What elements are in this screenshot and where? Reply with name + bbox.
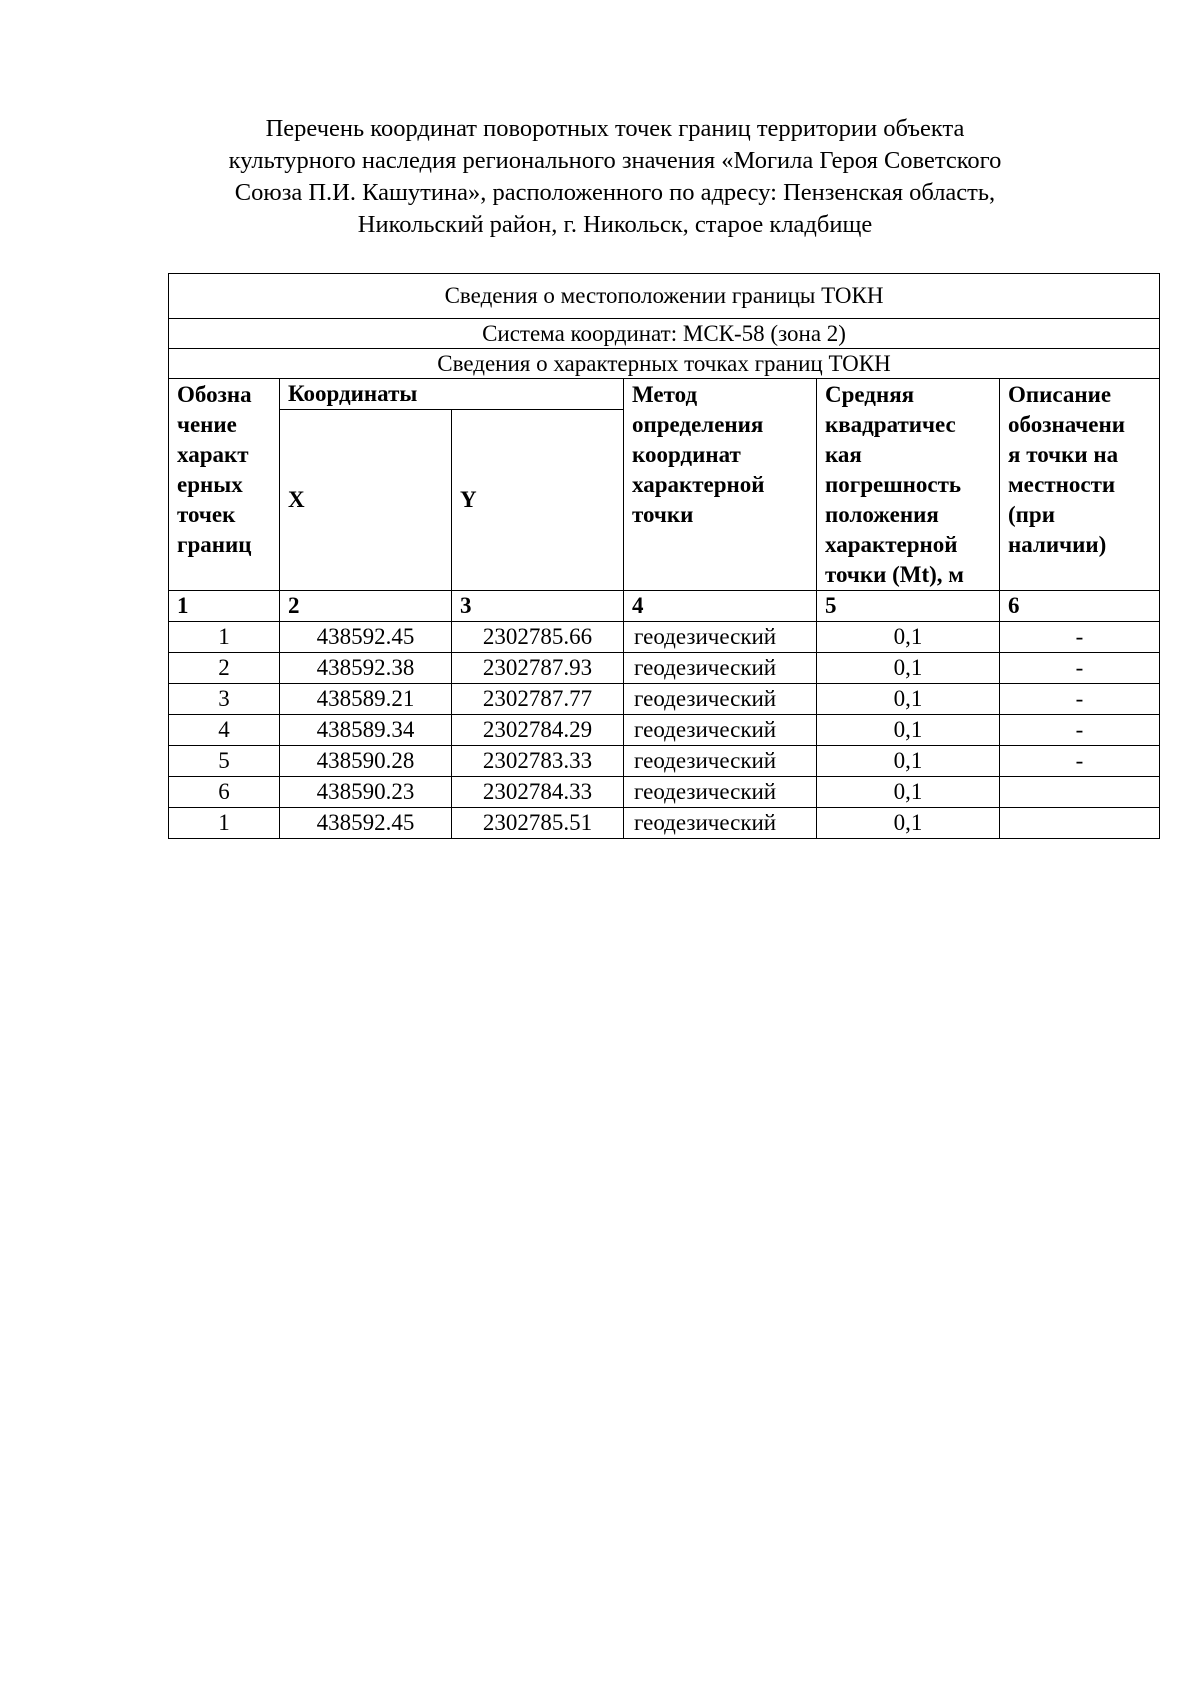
header-coordinates: Координаты xyxy=(280,379,624,410)
table-row xyxy=(169,622,1160,653)
header-x: X xyxy=(280,410,452,591)
description-cell: - xyxy=(1000,653,1160,684)
table-row xyxy=(169,746,1160,777)
document-title xyxy=(150,113,1080,241)
title-line: Перечень координат поворотных точек границ территории объекта xyxy=(265,115,965,142)
y-coordinate: 2302787.77 xyxy=(452,684,624,715)
table-row xyxy=(169,653,1160,684)
point-number: 6 xyxy=(169,777,280,808)
point-number: 5 xyxy=(169,746,280,777)
x-coordinate: 438589.34 xyxy=(280,715,452,746)
method-cell: геодезический xyxy=(624,622,817,653)
x-coordinate: 438592.45 xyxy=(280,622,452,653)
method-cell: геодезический xyxy=(624,684,817,715)
x-coordinate: 438589.21 xyxy=(280,684,452,715)
error-cell: 0,1 xyxy=(817,777,1000,808)
point-number: 4 xyxy=(169,715,280,746)
y-coordinate: 2302784.29 xyxy=(452,715,624,746)
method-cell: геодезический xyxy=(624,808,817,839)
location-caption: Сведения о местоположении границы ТОКН xyxy=(169,274,1160,319)
error-cell: 0,1 xyxy=(817,808,1000,839)
error-cell: 0,1 xyxy=(817,746,1000,777)
column-number: 6 xyxy=(1000,591,1160,622)
x-coordinate: 438592.38 xyxy=(280,653,452,684)
x-coordinate: 438590.23 xyxy=(280,777,452,808)
column-number: 4 xyxy=(624,591,817,622)
column-number: 1 xyxy=(169,591,280,622)
table-row xyxy=(169,808,1160,839)
header-y: Y xyxy=(452,410,624,591)
y-coordinate: 2302783.33 xyxy=(452,746,624,777)
point-number: 1 xyxy=(169,622,280,653)
description-cell xyxy=(1000,808,1160,839)
column-number: 2 xyxy=(280,591,452,622)
point-number: 2 xyxy=(169,653,280,684)
description-cell: - xyxy=(1000,746,1160,777)
header-error: Средняя квадратичес кая погрешность положения характерной точки (Mt), м xyxy=(817,379,1000,591)
x-coordinate: 438592.45 xyxy=(280,808,452,839)
error-cell: 0,1 xyxy=(817,622,1000,653)
column-number: 5 xyxy=(817,591,1000,622)
description-cell: - xyxy=(1000,715,1160,746)
method-cell: геодезический xyxy=(624,777,817,808)
description-cell xyxy=(1000,777,1160,808)
points-caption: Сведения о характерных точках границ ТОКН xyxy=(169,349,1160,379)
description-cell: - xyxy=(1000,622,1160,653)
y-coordinate: 2302785.51 xyxy=(452,808,624,839)
method-cell: геодезический xyxy=(624,653,817,684)
y-coordinate: 2302787.93 xyxy=(452,653,624,684)
header-designation: Обозна чение характ ерных точек границ xyxy=(169,379,280,591)
coordinates-table xyxy=(168,273,1160,839)
error-cell: 0,1 xyxy=(817,684,1000,715)
error-cell: 0,1 xyxy=(817,653,1000,684)
error-cell: 0,1 xyxy=(817,715,1000,746)
y-coordinate: 2302785.66 xyxy=(452,622,624,653)
point-number: 3 xyxy=(169,684,280,715)
table-row xyxy=(169,715,1160,746)
header-method: Метод определения координат характерной точки xyxy=(624,379,817,591)
table-row xyxy=(169,684,1160,715)
y-coordinate: 2302784.33 xyxy=(452,777,624,808)
header-description: Описание обозначени я точки на местности (при наличии) xyxy=(1000,379,1160,591)
title-line: Союза П.И. Кашутина», расположенного по адресу: Пензенская область, xyxy=(234,179,996,206)
coordinate-system: Система координат: МСК-58 (зона 2) xyxy=(169,319,1160,349)
table-row xyxy=(169,777,1160,808)
title-line: культурного наследия регионального значения «Могила Героя Советского xyxy=(228,147,1002,174)
point-number: 1 xyxy=(169,808,280,839)
description-cell: - xyxy=(1000,684,1160,715)
column-number: 3 xyxy=(452,591,624,622)
method-cell: геодезический xyxy=(624,746,817,777)
title-line: Никольский район, г. Никольск, старое кладбище xyxy=(357,211,873,238)
method-cell: геодезический xyxy=(624,715,817,746)
x-coordinate: 438590.28 xyxy=(280,746,452,777)
